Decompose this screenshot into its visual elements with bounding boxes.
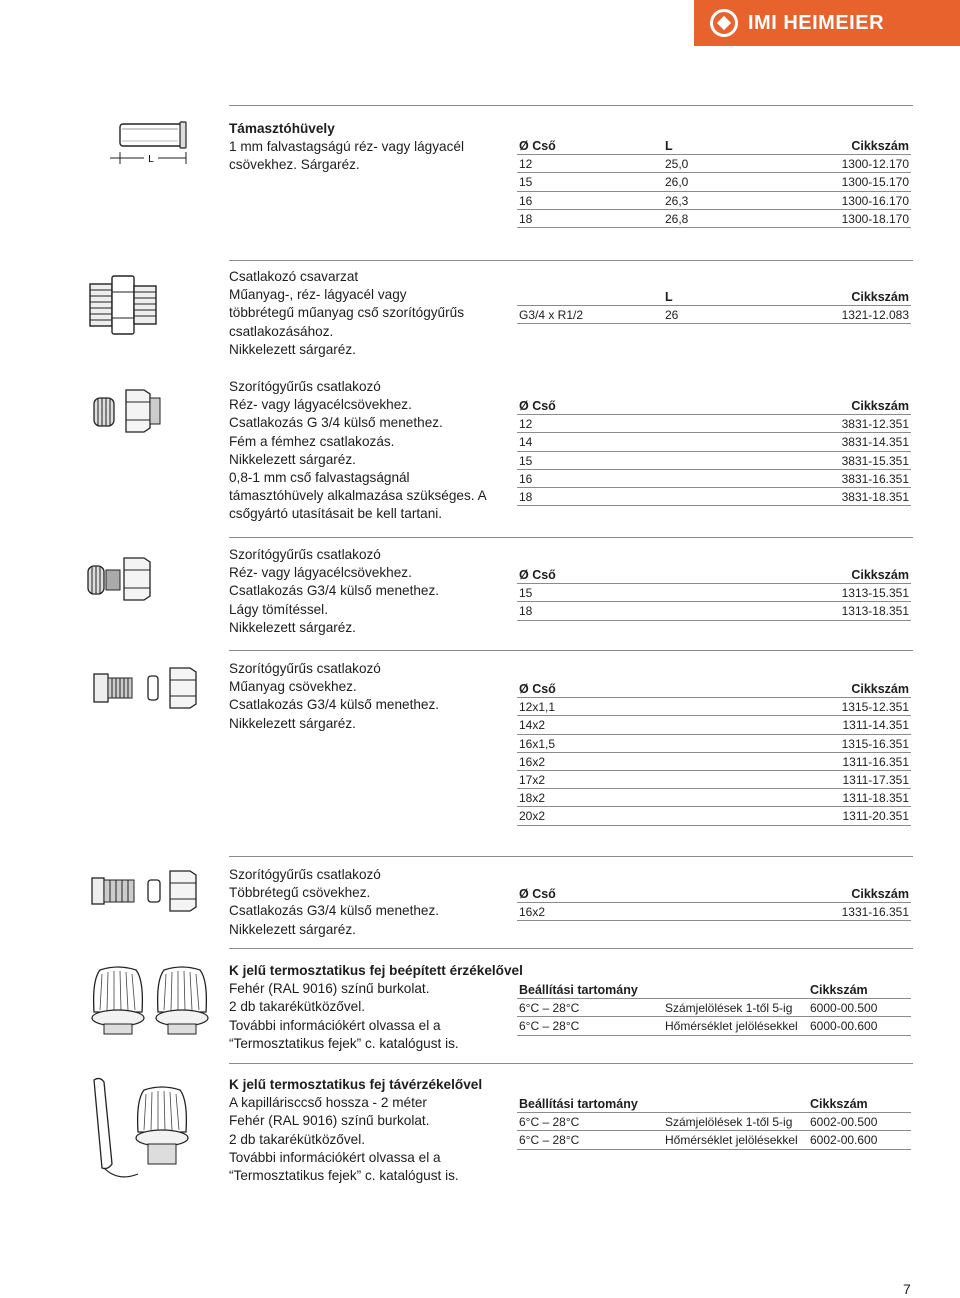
- cell: 1313-18.351: [841, 604, 909, 619]
- connector-fitting-icon: [84, 270, 162, 338]
- table-row: [517, 192, 911, 210]
- cell: 1313-15.351: [841, 586, 909, 601]
- cell: 18: [519, 604, 533, 619]
- product-text-line: Csatlakozás G3/4 külső menethez.: [229, 583, 440, 599]
- product-text-line: Fehér (RAL 9016) színű burkolat.: [229, 1113, 430, 1129]
- cell: 25,0: [665, 157, 689, 172]
- product-description: [229, 268, 509, 359]
- product-title: Szorítógyűrűs csatlakozó: [229, 379, 381, 394]
- product-text-line: Nikkelezett sárgaréz.: [229, 715, 356, 731]
- product-text-line: Fém a fémhez csatlakozás.: [229, 433, 395, 449]
- cell: 16x2: [519, 754, 546, 769]
- page-number: 7: [903, 1281, 911, 1297]
- product-table: [517, 885, 911, 921]
- cell: Hőmérséklet jelölésekkel: [665, 1019, 798, 1034]
- col-header: Ø Cső: [519, 568, 556, 582]
- plastic-pipe-fitting-icon: [92, 662, 204, 714]
- cell: Hőmérséklet jelölésekkel: [665, 1133, 798, 1148]
- col-header: Cikkszám: [851, 139, 909, 153]
- cell: Számjelölések 1-től 5-ig: [665, 1001, 793, 1016]
- product-title: Csatlakozó csavarzat: [229, 269, 359, 284]
- cell: 3831-14.351: [841, 435, 909, 450]
- product-table: [517, 981, 911, 1036]
- table-row: [517, 602, 911, 620]
- product-text-line: 1 mm falvastagságú réz- vagy lágyacél: [229, 139, 464, 155]
- cell: 6°C – 28°C: [519, 1133, 580, 1148]
- col-header: Cikkszám: [851, 290, 909, 304]
- product-table: [517, 288, 911, 324]
- product-title: Támasztóhüvely: [229, 121, 335, 136]
- table-row: [517, 488, 911, 506]
- product-table: [517, 680, 911, 826]
- multilayer-pipe-fitting-icon: [90, 866, 202, 916]
- cell: 18: [519, 211, 533, 226]
- table-row: [517, 433, 911, 451]
- cell: 1321-12.083: [841, 308, 909, 323]
- cell: 6000-00.500: [810, 1001, 878, 1016]
- product-title: Szorítógyűrűs csatlakozó: [229, 547, 381, 562]
- section-divider: [229, 948, 913, 949]
- product-table: [517, 397, 911, 506]
- cell: 3831-18.351: [841, 489, 909, 504]
- cell: 15: [519, 453, 533, 468]
- table-row: [517, 903, 911, 921]
- table-row: [517, 155, 911, 173]
- product-text-line: Többrétegű csövekhez.: [229, 885, 371, 901]
- col-header: Cikkszám: [851, 887, 909, 901]
- compression-fitting-soft-seal-icon: [84, 550, 164, 608]
- table-row: [517, 1113, 911, 1131]
- product-text-line: csőgyártó utasításait be kell tartani.: [229, 506, 443, 522]
- cell: 15: [519, 586, 533, 601]
- cell: 6002-00.500: [810, 1115, 878, 1130]
- col-header: Cikkszám: [810, 1097, 868, 1111]
- cell: 14x2: [519, 718, 546, 733]
- cell: 15: [519, 175, 533, 190]
- table-row: [517, 470, 911, 488]
- section-divider: [229, 650, 913, 651]
- table-header-row: [517, 981, 911, 999]
- table-row: [517, 1017, 911, 1035]
- col-header: Cikkszám: [851, 399, 909, 413]
- cell: 26,8: [665, 211, 689, 226]
- product-text-line: 0,8-1 mm cső falvastagságnál: [229, 470, 410, 486]
- cell: 12: [519, 157, 533, 172]
- cell: 1300-18.170: [841, 211, 909, 226]
- cell: 20x2: [519, 809, 546, 824]
- product-description: [229, 660, 509, 733]
- col-header: Cikkszám: [851, 682, 909, 696]
- table-row: [517, 999, 911, 1017]
- table-header-row: [517, 397, 911, 415]
- table-row: [517, 807, 911, 825]
- product-description: [229, 1076, 529, 1185]
- table-header-row: [517, 885, 911, 903]
- remote-sensor-thermostatic-head-icon: [88, 1074, 200, 1184]
- product-description: [229, 120, 509, 175]
- cell: 26,3: [665, 193, 689, 208]
- table-header-row: [517, 1095, 911, 1113]
- table-header-row: [517, 288, 911, 306]
- col-header: Cikkszám: [851, 568, 909, 582]
- product-text-line: Fehér (RAL 9016) színű burkolat.: [229, 981, 430, 997]
- cell: 16x2: [519, 905, 546, 920]
- product-text-line: Csatlakozás G3/4 külső menethez.: [229, 697, 440, 713]
- col-header: Ø Cső: [519, 682, 556, 696]
- product-title: Szorítógyűrűs csatlakozó: [229, 867, 381, 882]
- product-text-line: Nikkelezett sárgaréz.: [229, 451, 356, 467]
- table-row: [517, 753, 911, 771]
- col-header: Ø Cső: [519, 139, 556, 153]
- col-header: Cikkszám: [810, 983, 868, 997]
- section-divider: [229, 260, 913, 261]
- product-text-line: További információkért olvassa el a: [229, 1017, 441, 1033]
- cell: 3831-15.351: [841, 453, 909, 468]
- cell: 1311-14.351: [842, 718, 909, 733]
- col-header: Ø Cső: [519, 887, 556, 901]
- cell: G3/4 x R1/2: [519, 308, 584, 323]
- product-description: [229, 866, 509, 939]
- product-text-line: Nikkelezett sárgaréz.: [229, 619, 356, 635]
- table-row: [517, 789, 911, 807]
- section-divider: [229, 105, 913, 106]
- product-text-line: Nikkelezett sárgaréz.: [229, 921, 356, 937]
- table-row: [517, 716, 911, 734]
- table-header-row: [517, 137, 911, 155]
- cell: 26: [665, 308, 679, 323]
- product-text-line: A kapillárisccső hossza - 2 méter: [229, 1095, 427, 1111]
- brand-name: IMI HEIMEIER: [748, 11, 885, 34]
- cell: 12x1,1: [519, 700, 556, 715]
- cell: 18x2: [519, 791, 546, 806]
- table-header-row: [517, 680, 911, 698]
- product-text-line: Műanyag-, réz- lágyacél vagy: [229, 287, 407, 303]
- cell: 14: [519, 435, 533, 450]
- product-text-line: Réz- vagy lágyacélcsövekhez.: [229, 397, 412, 413]
- table-row: [517, 584, 911, 602]
- compression-fitting-icon: [92, 382, 164, 440]
- product-text-line: Nikkelezett sárgaréz.: [229, 341, 356, 357]
- table-row: [517, 698, 911, 716]
- cell: 1300-15.170: [841, 175, 909, 190]
- thermostatic-head-icon: [88, 962, 212, 1036]
- cell: 18: [519, 489, 533, 504]
- product-text-line: Műanyag csövekhez.: [229, 679, 357, 695]
- cell: Számjelölések 1-től 5-ig: [665, 1115, 793, 1130]
- product-text-line: csatlakozásához.: [229, 323, 334, 339]
- product-description: [229, 378, 509, 524]
- col-header: L: [665, 139, 673, 153]
- product-text-line: További információkért olvassa el a: [229, 1149, 441, 1165]
- table-row: [517, 1131, 911, 1149]
- product-text-line: Réz- vagy lágyacélcsövekhez.: [229, 565, 412, 581]
- col-header: L: [665, 290, 673, 304]
- cell: 16: [519, 471, 533, 486]
- cell: 1331-16.351: [841, 905, 909, 920]
- cell: 3831-12.351: [841, 417, 909, 432]
- cell: 12: [519, 417, 533, 432]
- product-text-line: többrétegű műanyag cső szorítógyűrűs: [229, 305, 465, 321]
- product-text-line: Csatlakozás G 3/4 külső menethez.: [229, 415, 443, 431]
- section-divider: [229, 856, 913, 857]
- table-row: [517, 306, 911, 324]
- col-header: Ø Cső: [519, 399, 556, 413]
- product-table: [517, 1095, 911, 1150]
- table-row: [517, 173, 911, 191]
- table-row: [517, 210, 911, 228]
- cell: 6°C – 28°C: [519, 1019, 580, 1034]
- product-description: [229, 962, 529, 1053]
- product-title: K jelű termosztatikus fej beépített érzékelővel: [229, 963, 523, 978]
- cell: 17x2: [519, 772, 546, 787]
- cell: 6°C – 28°C: [519, 1001, 580, 1016]
- product-description: [229, 546, 509, 637]
- table-row: [517, 735, 911, 753]
- cell: 1311-20.351: [842, 809, 909, 824]
- cell: 6000-00.600: [810, 1019, 878, 1034]
- cell: 26,0: [665, 175, 689, 190]
- cell: 1315-12.351: [841, 700, 909, 715]
- table-row: [517, 771, 911, 789]
- brand-logo-icon: [710, 9, 738, 37]
- cell: 1300-16.170: [841, 193, 909, 208]
- product-title: K jelű termosztatikus fej távérzékelővel: [229, 1077, 483, 1092]
- cell: 1315-16.351: [841, 736, 909, 751]
- cell: 3831-16.351: [841, 471, 909, 486]
- product-table: [517, 566, 911, 621]
- table-row: [517, 415, 911, 433]
- support-sleeve-icon: [108, 120, 193, 166]
- product-table: [517, 137, 911, 228]
- product-text-line: “Termosztatikus fejek” c. katalógust is.: [229, 1035, 459, 1051]
- cell: 1311-16.351: [842, 754, 909, 769]
- cell: 1311-17.351: [842, 772, 909, 787]
- cell: 1300-12.170: [841, 157, 909, 172]
- section-divider: [229, 537, 913, 538]
- section-divider: [229, 1063, 913, 1064]
- product-text-line: 2 db takarékütközővel.: [229, 1131, 366, 1147]
- product-text-line: Lágy tömítéssel.: [229, 601, 328, 617]
- product-text-line: támasztóhüvely alkalmazása szükséges. A: [229, 488, 487, 504]
- product-text-line: 2 db takarékütközővel.: [229, 999, 366, 1015]
- dimension-label: L: [148, 154, 154, 165]
- cell: 6°C – 28°C: [519, 1115, 580, 1130]
- product-text-line: Csatlakozás G3/4 külső menethez.: [229, 903, 440, 919]
- cell: 16: [519, 193, 533, 208]
- table-header-row: [517, 566, 911, 584]
- cell: 6002-00.600: [810, 1133, 878, 1148]
- product-text-line: csövekhez. Sárgaréz.: [229, 157, 360, 173]
- brand-header: [694, 0, 960, 46]
- cell: 1311-18.351: [842, 791, 909, 806]
- table-row: [517, 452, 911, 470]
- col-header: Beállítási tartomány: [519, 1097, 638, 1111]
- cell: 16x1,5: [519, 736, 556, 751]
- product-title: Szorítógyűrűs csatlakozó: [229, 661, 381, 676]
- col-header: Beállítási tartomány: [519, 983, 638, 997]
- product-text-line: “Termosztatikus fejek” c. katalógust is.: [229, 1168, 459, 1184]
